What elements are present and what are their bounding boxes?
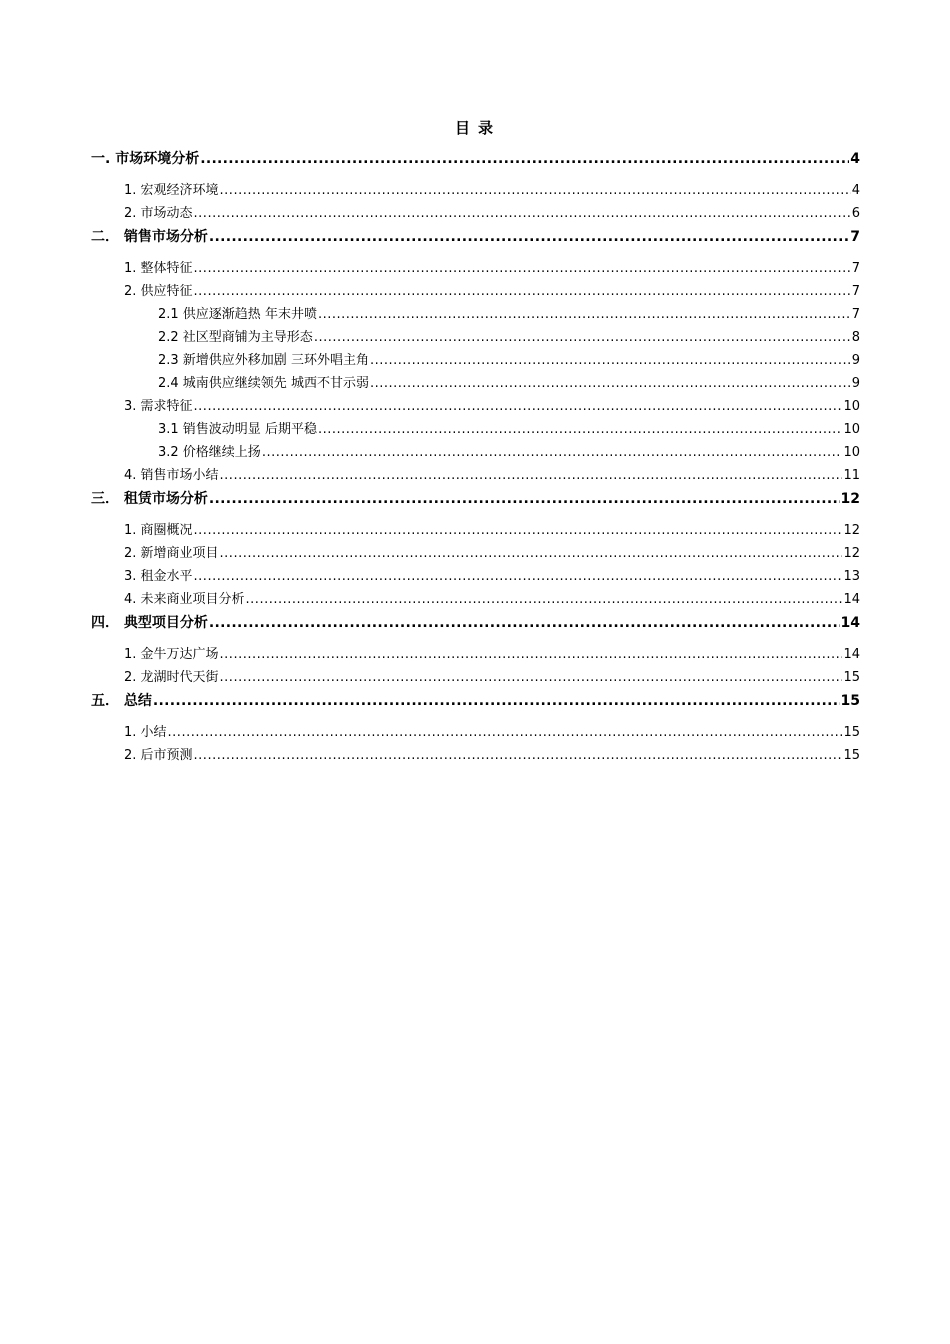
toc-section-entry[interactable]	[91, 519, 860, 542]
toc-dot-leader	[194, 519, 843, 542]
toc-page-number: 10	[843, 422, 860, 437]
toc-subsection-entry[interactable]	[91, 441, 860, 464]
toc-page-number: 7	[851, 261, 860, 276]
toc-dot-leader	[168, 721, 843, 744]
toc-page-number: 15	[843, 670, 860, 685]
toc-subsection-entry[interactable]	[91, 372, 860, 395]
toc-page-number: 14	[840, 615, 860, 631]
toc-dot-leader	[194, 744, 843, 767]
toc-chapter-entry[interactable]	[91, 226, 860, 257]
toc-dot-leader	[200, 148, 849, 171]
toc-dot-leader	[194, 280, 851, 303]
toc-entry-label: 1. 整体特征	[124, 261, 193, 276]
toc-dot-leader	[194, 565, 843, 588]
toc-section-entry[interactable]	[91, 464, 860, 487]
toc-subsection-entry[interactable]	[91, 326, 860, 349]
toc-page-number: 15	[843, 748, 860, 763]
toc-entry-label: 2. 市场动态	[124, 206, 193, 221]
toc-section-entry[interactable]	[91, 395, 860, 418]
toc-entry-label: 1. 商圈概况	[124, 523, 193, 538]
toc-page-number: 7	[850, 229, 860, 245]
toc-entry-label: 1. 小结	[124, 725, 167, 740]
toc-entry-label: 3.1 销售波动明显 后期平稳	[158, 422, 317, 437]
toc-title	[0, 117, 950, 138]
toc-entry-label: 二． 销售市场分析	[91, 229, 208, 245]
toc-chapter-entry[interactable]	[91, 488, 860, 519]
toc-entry-label: 四． 典型项目分析	[91, 615, 208, 631]
toc-dot-leader	[314, 326, 851, 349]
toc-dot-leader	[318, 303, 851, 326]
toc-section-entry[interactable]	[91, 588, 860, 611]
toc-entry-label: 2.3 新增供应外移加剧 三环外唱主角	[158, 353, 369, 368]
toc-section-entry[interactable]	[91, 179, 860, 202]
toc-dot-leader	[220, 179, 851, 202]
toc-page-number: 14	[843, 592, 860, 607]
toc-entry-label: 2. 供应特征	[124, 284, 193, 299]
toc-entry-label: 2. 龙湖时代天街	[124, 670, 219, 685]
toc-section-entry[interactable]	[91, 643, 860, 666]
toc-page-number: 12	[843, 546, 860, 561]
toc-dot-leader	[194, 395, 843, 418]
toc-dot-leader	[194, 257, 851, 280]
toc-page-number: 10	[843, 445, 860, 460]
toc-subsection-entry[interactable]	[91, 303, 860, 326]
toc-title-char: 目	[454, 119, 472, 137]
toc-entry-label: 五． 总结	[91, 693, 152, 709]
toc-section-entry[interactable]	[91, 565, 860, 588]
toc-section-entry[interactable]	[91, 257, 860, 280]
toc-page-number: 7	[851, 284, 860, 299]
toc-entry-label: 2. 后市预测	[124, 748, 193, 763]
toc-page-number: 12	[840, 491, 860, 507]
toc-dot-leader	[370, 372, 851, 395]
toc-page-number: 4	[851, 183, 860, 198]
toc-page-number: 10	[843, 399, 860, 414]
toc-section-entry[interactable]	[91, 202, 860, 225]
toc-dot-leader	[220, 643, 843, 666]
toc-title-char: 录	[478, 119, 496, 137]
toc-page-number: 7	[851, 307, 860, 322]
toc-page-number: 12	[843, 523, 860, 538]
toc-section-entry[interactable]	[91, 280, 860, 303]
toc-dot-leader	[318, 418, 843, 441]
toc-entry-label: 2.1 供应逐渐趋热 年末井喷	[158, 307, 317, 322]
toc-dot-leader	[220, 542, 843, 565]
toc-entry-label: 3.2 价格继续上扬	[158, 445, 261, 460]
toc-entry-label: 三． 租赁市场分析	[91, 491, 208, 507]
toc-entry-label: 4. 未来商业项目分析	[124, 592, 245, 607]
toc-chapter-entry[interactable]	[91, 148, 860, 179]
toc-dot-leader	[370, 349, 851, 372]
toc-entry-label: 3. 需求特征	[124, 399, 193, 414]
toc-dot-leader	[194, 202, 851, 225]
toc-dot-leader	[220, 464, 843, 487]
toc-section-entry[interactable]	[91, 542, 860, 565]
toc-page-number: 11	[843, 468, 860, 483]
toc-subsection-entry[interactable]	[91, 349, 860, 372]
toc-entry-label: 一. 市场环境分析	[91, 151, 200, 167]
toc-page-number: 14	[843, 647, 860, 662]
toc-chapter-entry[interactable]	[91, 612, 860, 643]
toc-entry-label: 1. 金牛万达广场	[124, 647, 219, 662]
toc-subsection-entry[interactable]	[91, 418, 860, 441]
table-of-contents	[91, 148, 860, 767]
toc-dot-leader	[246, 588, 843, 611]
toc-page-number: 6	[851, 206, 860, 221]
toc-page-number: 13	[843, 569, 860, 584]
toc-entry-label: 1. 宏观经济环境	[124, 183, 219, 198]
toc-entry-label: 4. 销售市场小结	[124, 468, 219, 483]
toc-section-entry[interactable]	[91, 721, 860, 744]
toc-entry-label: 2. 新增商业项目	[124, 546, 219, 561]
toc-page-number: 8	[851, 330, 860, 345]
toc-section-entry[interactable]	[91, 744, 860, 767]
toc-dot-leader	[220, 666, 843, 689]
toc-dot-leader	[262, 441, 843, 464]
toc-section-entry[interactable]	[91, 666, 860, 689]
toc-dot-leader	[153, 690, 840, 713]
toc-entry-label: 3. 租金水平	[124, 569, 193, 584]
toc-dot-leader	[209, 612, 840, 635]
toc-page-number: 9	[851, 353, 860, 368]
toc-page-number: 15	[840, 693, 860, 709]
toc-page-number: 15	[843, 725, 860, 740]
toc-page-number: 4	[850, 151, 860, 167]
toc-entry-label: 2.4 城南供应继续领先 城西不甘示弱	[158, 376, 369, 391]
toc-entry-label: 2.2 社区型商铺为主导形态	[158, 330, 313, 345]
toc-dot-leader	[209, 226, 849, 249]
toc-dot-leader	[209, 488, 840, 511]
toc-page-number: 9	[851, 376, 860, 391]
toc-chapter-entry[interactable]	[91, 690, 860, 721]
